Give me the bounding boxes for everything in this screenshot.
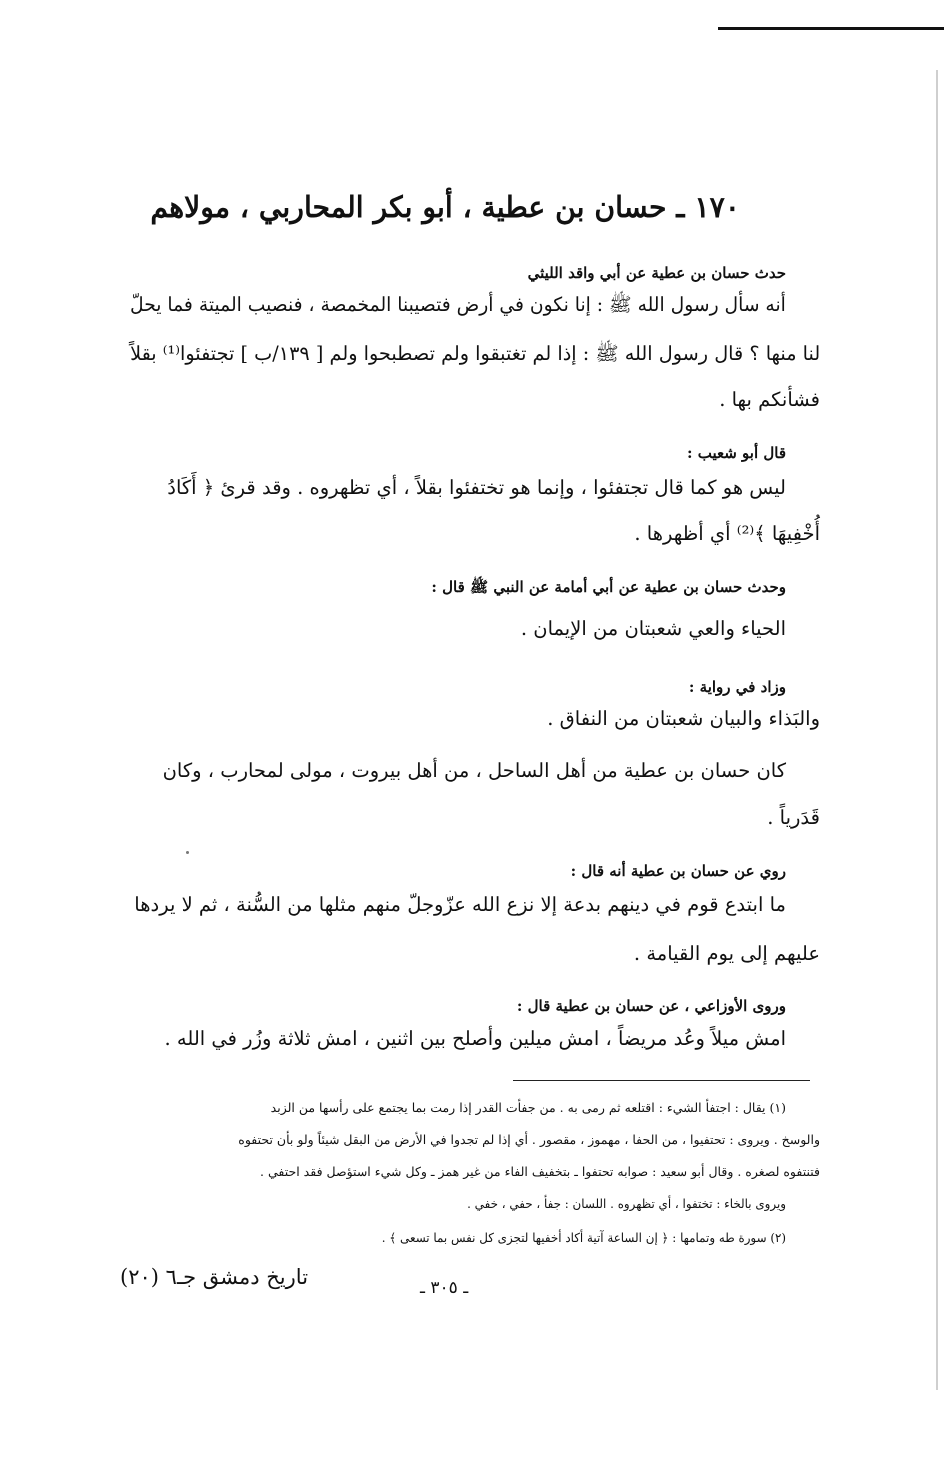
paragraph-intro: وزاد في رواية : (688, 678, 786, 696)
footnote-line: ويروى بالخاء : تختفوا ، أي تظهروه . اللسان : جفأ ، حفي ، خفي . (467, 1196, 786, 1211)
paragraph-intro: قال أبو شعيب : (687, 444, 786, 462)
footnote-line: (٢) سورة طه وتمامها : ﴿ إن الساعة آتية أكاد أخفيها لتجزى كل نفس بما تسعى ﴾ . (381, 1230, 786, 1245)
paragraph-intro: روي عن حسان بن عطية أنه قال : (570, 862, 786, 880)
paragraph-line: كان حسان بن عطية من أهل الساحل ، من أهل بيروت ، مولى لمحارب ، وكان (162, 759, 786, 782)
footnote-line: والوسخ . ويروى : تحتفيوا ، من الحفا ، مهموز ، مقصور . أي إذا لم تجدوا في الأرض من البقل شيئاً ولو بأن تحتفوه (238, 1132, 820, 1147)
paragraph-line: ما ابتدع قوم في دينهم بدعة إلا نزع الله عزّوجلّ منهم مثلها من السُّنة ، ثم لا يردها (134, 893, 786, 916)
paragraph-line: أُخْفِيهَا ﴾⁽²⁾ أي أظهرها . (634, 522, 820, 545)
footnote-separator (513, 1080, 810, 1081)
paragraph-line: والبَذاء والبيان شعبتان من النفاق . (547, 707, 820, 730)
paragraph-intro: وروى الأوزاعي ، عن حسان بن عطية قال : (516, 997, 786, 1015)
scan-speck (186, 851, 189, 854)
paragraph-line: لنا منها ؟ قال رسول الله ﷺ : إذا لم تغتبقوا ولم تصطبحوا ولم [ ١٣٩/ب ] تجتفئوا⁽¹⁾ بقلاً (129, 342, 820, 365)
scan-edge-line (936, 70, 938, 1390)
entry-title: ١٧٠ ـ حسان بن عطية ، أبو بكر المحاربي ، مولاهم (150, 190, 740, 224)
paragraph-intro: حدث حسان بن عطية عن أبي واقد الليثي (527, 264, 786, 282)
paragraph-line: قَدَرياً . (767, 806, 820, 829)
page-number: ـ ٣٠٥ ـ (420, 1278, 469, 1298)
footnote-line: (١) يقال : اجتفأ الشيء : اقتلعه ثم رمى به . من جفأت القدر إذا رمت بما يجتمع على رأسها من الزبد (270, 1100, 786, 1115)
top-rule (718, 27, 944, 30)
paragraph-line: أنه سأل رسول الله ﷺ : إنا نكون في أرض فتصيبنا المخمصة ، فنصيب الميتة فما يحلّ (130, 293, 786, 316)
paragraph-line: الحياء والعي شعبتان من الإيمان . (520, 617, 786, 640)
paragraph-line: ليس هو كما قال تجتفئوا ، وإنما هو تختفئوا بقلاً ، أي تظهروه . وقد قرئ ﴿ أَكَادُ (167, 476, 786, 499)
footnote-line: فتنتفوه لصغره . وقال أبو سعيد : صوابه تحتفوا ـ بتخفيف الفاء من غير همز ـ وكل شيء استؤصل فقد احتفي . (260, 1164, 820, 1179)
paragraph-line: فشأنكم بها . (719, 388, 820, 411)
paragraph-line: امش ميلاً وعُد مريضاً ، امش ميلين وأصلح بين اثنين ، امش ثلاثة وزُر في الله . (164, 1027, 786, 1050)
book-signature: تاريخ دمشق جـ٦ (٢٠) (120, 1265, 309, 1289)
paragraph-intro: وحدث حسان بن عطية عن أبي أمامة عن النبي ﷺ قال : (431, 578, 786, 596)
paragraph-line: عليهم إلى يوم القيامة . (633, 942, 820, 965)
